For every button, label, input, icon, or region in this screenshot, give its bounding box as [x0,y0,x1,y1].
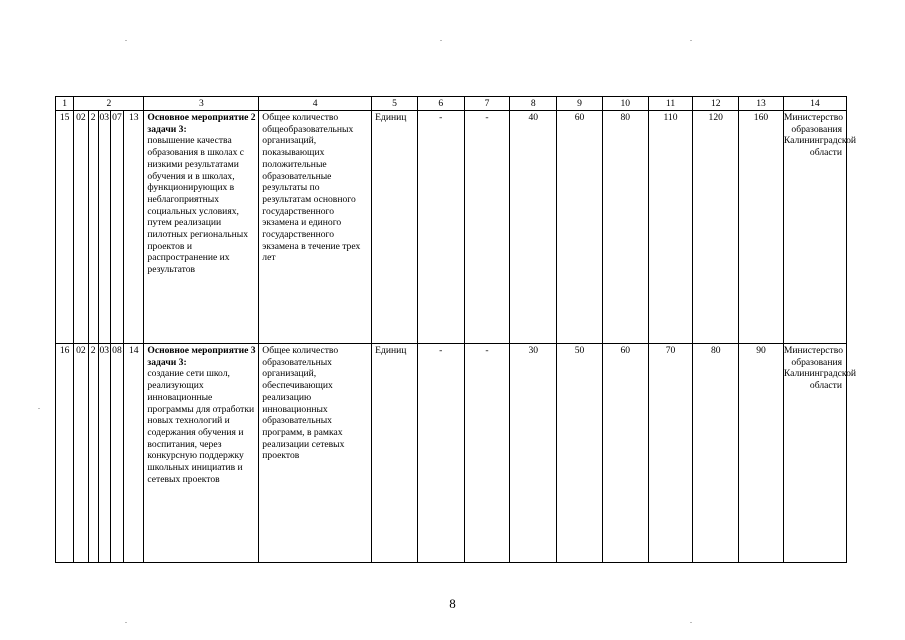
header-row [56,97,847,111]
unit-cell: Единиц [372,111,418,344]
code-part: 2 [88,111,98,344]
header-cell-14: 14 [783,97,846,111]
value-cell-12: 80 [693,344,739,563]
value-cell-7: - [464,111,510,344]
row-number: 15 [56,111,74,344]
page-number: 8 [449,596,456,611]
code-part: 08 [110,344,123,563]
scan-speck [440,40,442,41]
unit-cell: Единиц [372,344,418,563]
header-cell-8: 8 [510,97,557,111]
value-cell-7: - [464,344,510,563]
code-part: 07 [110,111,123,344]
value-cell-8: 30 [510,344,557,563]
value-cell-13: 160 [739,111,784,344]
measure-title: Основное мероприятие 2 задачи 3: [147,112,256,135]
header-cell-7: 7 [464,97,510,111]
code-part: 02 [74,111,88,344]
code-part: 02 [74,344,88,563]
value-cell-9: 60 [557,111,603,344]
header-cell-5: 5 [372,97,418,111]
header-cell-13: 13 [739,97,784,111]
scan-speck [690,622,692,623]
measure-description: повышение качества образования в школах с низкими результатами обучения и в школах, функционирующих в неблагоприятных социальных условиях, путем реализации пилотных региональных проектов и распространение их результатов [147,135,249,276]
header-cell-10: 10 [602,97,648,111]
header-cell-9: 9 [557,97,603,111]
value-cell-9: 50 [557,344,603,563]
header-cell-11: 11 [648,97,693,111]
scan-speck [690,40,692,41]
value-cell-10: 80 [602,111,648,344]
value-cell-13: 90 [739,344,784,563]
value-cell-6: - [417,344,464,563]
value-cell-6: - [417,111,464,344]
scan-speck [125,40,127,41]
scan-speck [125,622,127,623]
header-cell-2: 2 [74,97,144,111]
program-indicators-table [55,96,857,563]
scan-speck [38,408,40,409]
responsible-org-cell: Министерство образования Калининградской области [783,344,846,563]
value-cell-8: 40 [510,111,557,344]
value-cell-11: 110 [648,111,693,344]
indicator-cell: Общее количество общеобразовательных организаций, показывающих положительные образовательные результаты по результатам основного государственного экзамена и единого государственного экзамена в течение трех лет [259,111,372,344]
measure-description: создание сети школ, реализующих инновационные программы для отработки новых технологий и содержания обучения и воспитания, через конкурсную поддержку школьных инициатив и сетевых проектов [147,368,255,485]
value-cell-10: 60 [602,344,648,563]
table-row [56,111,847,344]
header-cell-1: 1 [56,97,74,111]
responsible-org-cell: Министерство образования Калининградской области [783,111,846,344]
header-cell-4: 4 [259,97,372,111]
code-part: 13 [124,111,144,344]
measure-title: Основное мероприятие 3 задачи 3: [147,345,256,368]
measure-cell [144,111,259,344]
header-cell-12: 12 [693,97,739,111]
header-cell-3: 3 [144,97,259,111]
header-cell-6: 6 [417,97,464,111]
code-part: 03 [98,344,110,563]
value-cell-11: 70 [648,344,693,563]
code-part: 2 [88,344,98,563]
row-number: 16 [56,344,74,563]
indicator-cell: Общее количество образовательных организаций, обеспечивающих реализацию инновационных образовательных программ, в рамках реализации сетевых проектов [259,344,372,563]
code-part: 14 [124,344,144,563]
table-row [56,344,847,563]
code-part: 03 [98,111,110,344]
measure-cell [144,344,259,563]
value-cell-12: 120 [693,111,739,344]
